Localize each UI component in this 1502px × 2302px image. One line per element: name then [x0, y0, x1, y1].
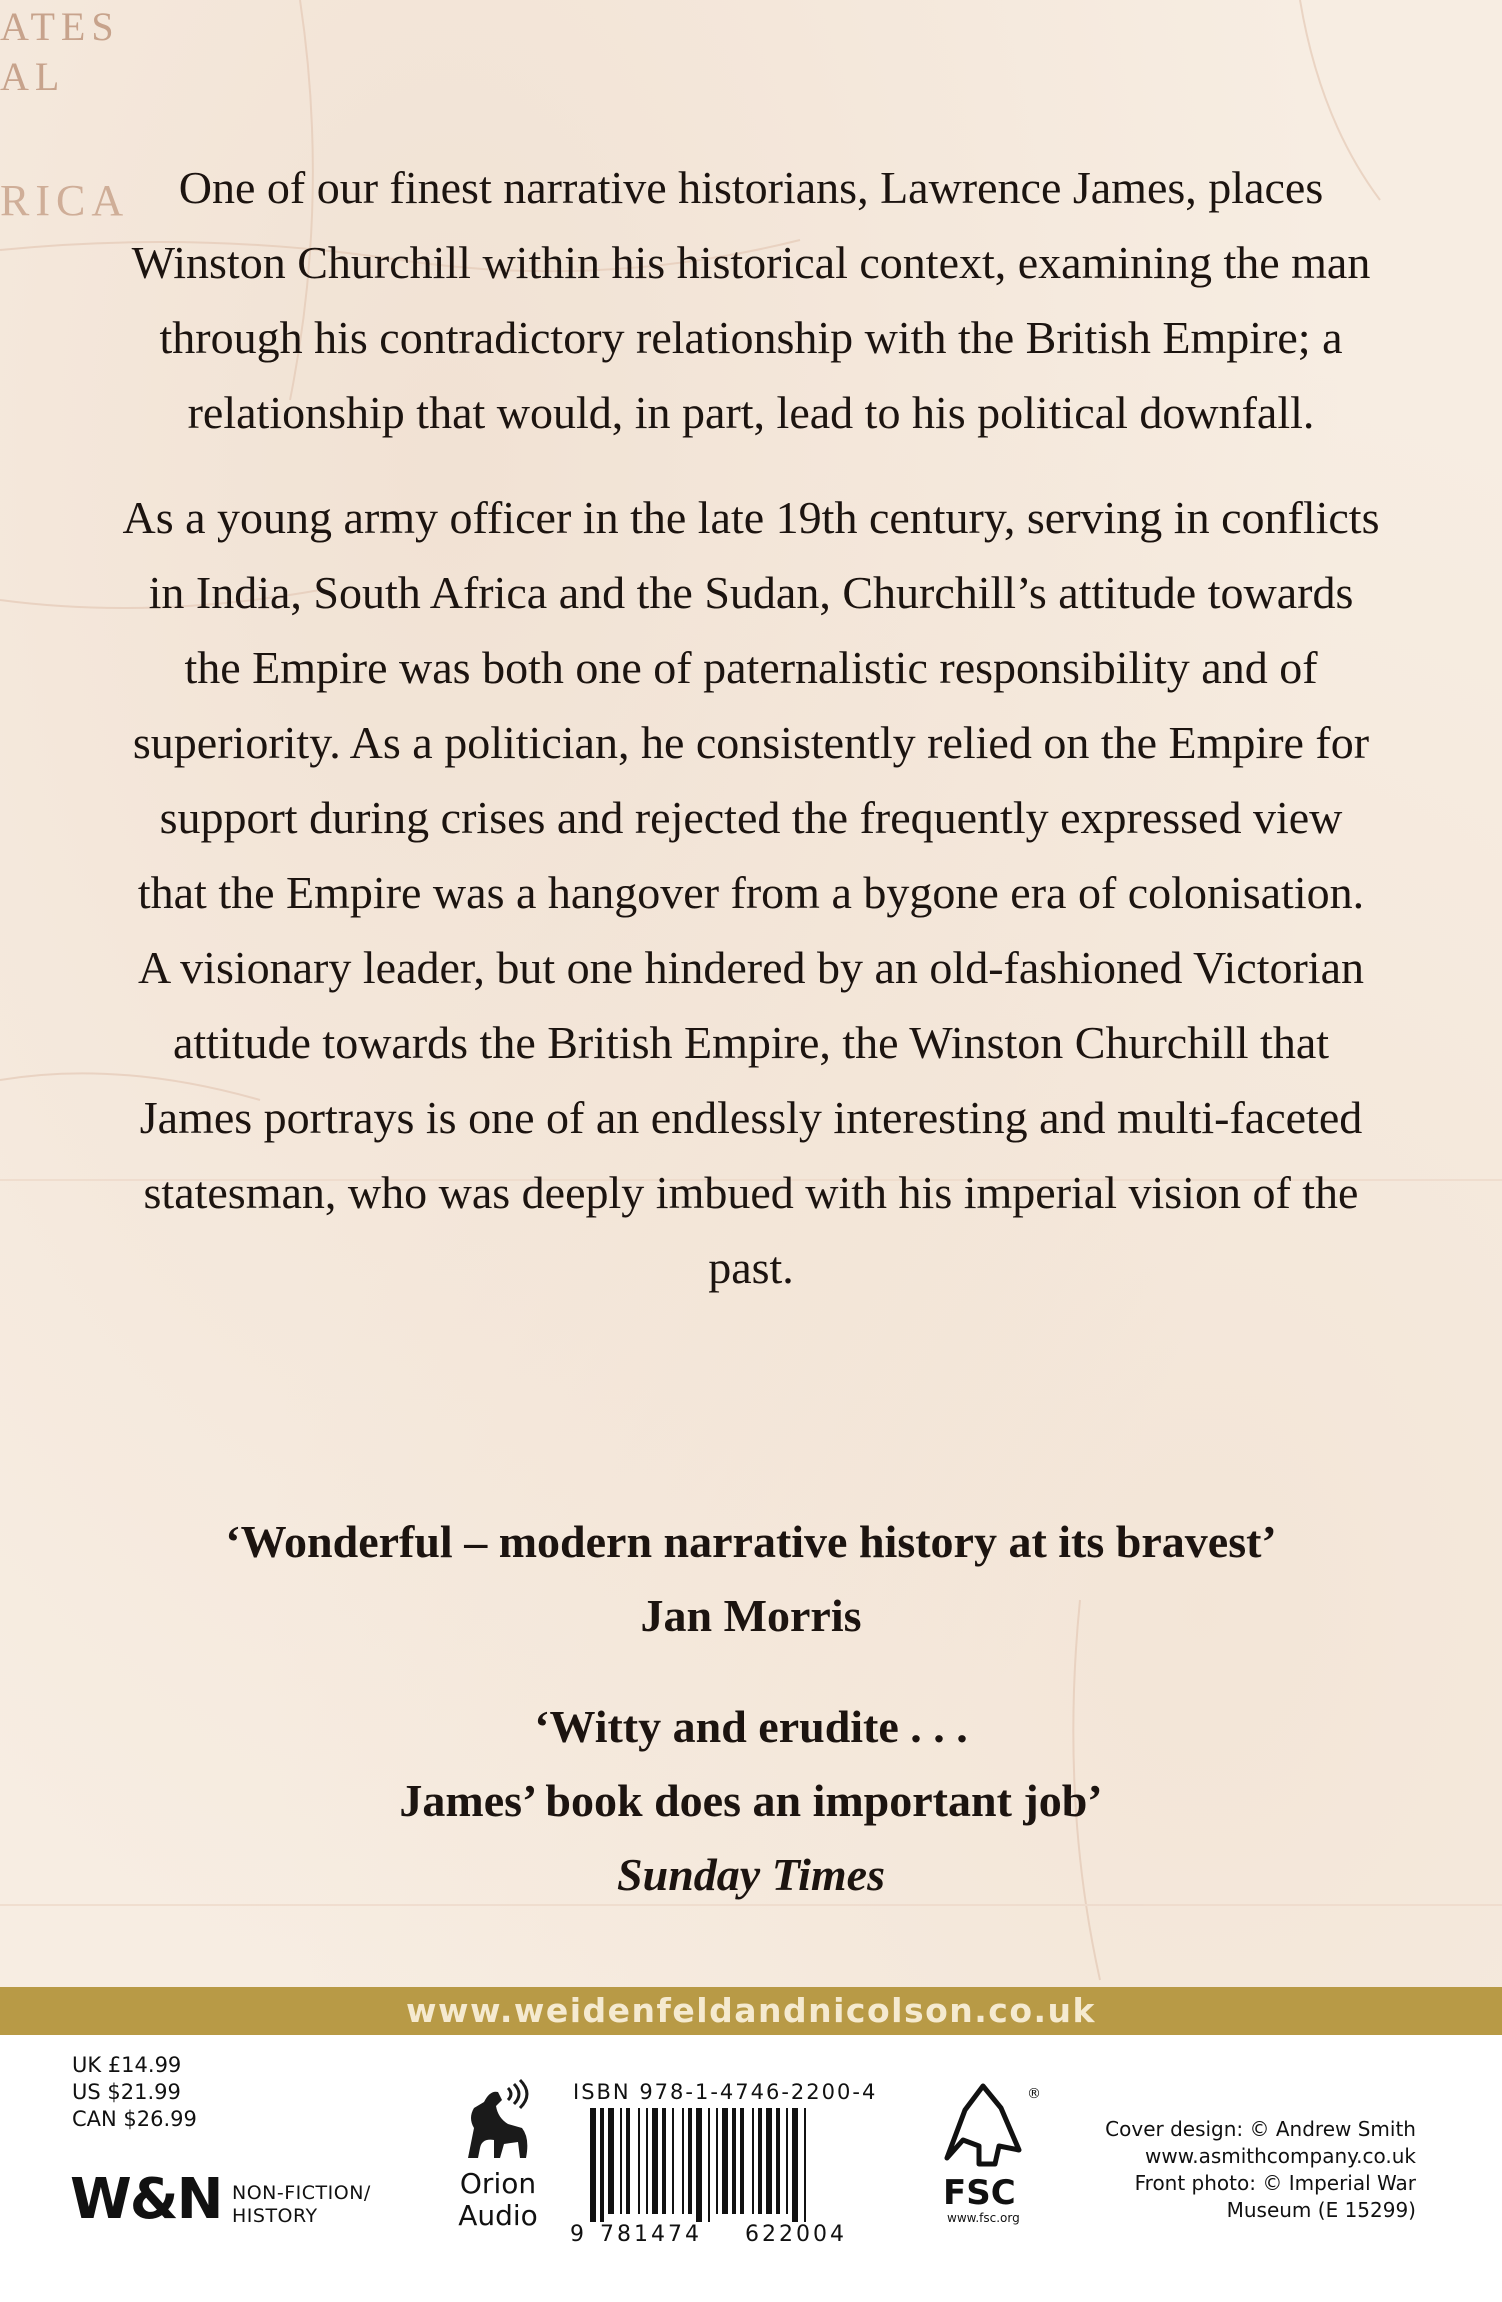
review-quote-2-line-2: James’ book does an important job’ [399, 1775, 1103, 1826]
credit-line-2: www.asmithcompany.co.uk [1144, 2144, 1416, 2168]
barcode-bar [638, 2108, 640, 2214]
barcode-bar [732, 2108, 736, 2214]
credit-line-4: Museum (E 15299) [1226, 2198, 1416, 2222]
barcode-bar [716, 2108, 718, 2214]
barcode-digits-group-1: 781474 [600, 2222, 702, 2247]
isbn-label: ISBN 978-1-4746-2200-4 [573, 2080, 878, 2104]
review-quote-1 [60, 1505, 1442, 1653]
price-can: CAN $26.99 [72, 2107, 197, 2131]
fsc-label: FSC [943, 2173, 1016, 2213]
barcode-bar [696, 2108, 702, 2222]
credit-line-3: Front photo: © Imperial War [1134, 2171, 1416, 2195]
barcode-bar [792, 2108, 798, 2222]
barcode-bar [600, 2108, 604, 2222]
blurb-paragraph-1: One of our finest narrative historians, Lawrence James, places Winston Churchill within his historical context, examining the man through his contradictory relationship with the British Empire; a relationship that would, in part, lead to his political downfall. [131, 162, 1371, 438]
orion-dog-icon [438, 2078, 558, 2168]
category-line-1: NON-FICTION/ [232, 2182, 371, 2204]
barcode-bar [752, 2108, 754, 2214]
barcode-bar [626, 2108, 630, 2214]
price-list [72, 2052, 197, 2133]
fsc-logo [925, 2080, 1045, 2230]
review-quote-2 [60, 1690, 1442, 1912]
barcode-bar [766, 2108, 772, 2214]
fsc-registered-mark: ® [1027, 2086, 1041, 2102]
publisher-logo: W&N [70, 2167, 222, 2232]
barcode-bar [608, 2108, 614, 2214]
cover-credits [1105, 2116, 1416, 2224]
barcode-bar [688, 2108, 692, 2214]
barcode-bar [672, 2108, 674, 2214]
review-quote-1-source: Jan Morris [640, 1590, 862, 1641]
barcode-bar [646, 2108, 648, 2214]
barcode-bar [662, 2108, 666, 2214]
fsc-tree-icon [947, 2086, 1019, 2164]
orion-audio-label [438, 2168, 558, 2232]
blurb-paragraph-2: As a young army officer in the late 19th century, serving in conflicts in India, South Africa and the Sudan, Churchill’s attitude towards the Empire was both one of paternalistic responsibility and of superiority. As a politician, he consistently relied on the Empire for support during crises and rejected the frequently expressed view that the Empire was a hangover from a bygone era of colonisation. A visionary leader, but one hindered by an old-fashioned Victorian attitude towards the British Empire, the Winston Churchill that James portrays is one of an endlessly interesting and multi-faceted statesman, who was deeply imbued with his imperial vision of the past. [122, 492, 1380, 1293]
review-quote-2-line-1: ‘Witty and erudite . . . [534, 1701, 968, 1752]
price-us: US $21.99 [72, 2080, 181, 2104]
barcode-bar [776, 2108, 780, 2214]
barcode-bar [758, 2108, 762, 2214]
orion-audio-line-2: Audio [458, 2199, 538, 2232]
map-label-al: AL [0, 54, 66, 99]
orion-audio-line-1: Orion [459, 2167, 537, 2200]
credit-line-1: Cover design: © Andrew Smith [1105, 2117, 1416, 2141]
barcode-bar [708, 2108, 710, 2222]
category-line-2: HISTORY [232, 2205, 318, 2227]
barcode-bar [682, 2108, 684, 2214]
barcode-digits-group-2: 622004 [745, 2222, 847, 2247]
map-label-ates: ATES [0, 4, 120, 49]
barcode-bar [620, 2108, 622, 2214]
category-label [232, 2182, 371, 2228]
barcode-bar [740, 2108, 744, 2214]
review-quote-2-source: Sunday Times [617, 1849, 885, 1900]
barcode-bar [590, 2108, 596, 2222]
barcode-digit-first: 9 [570, 2222, 584, 2247]
barcode-bar [804, 2108, 806, 2222]
map-label-rica: RICA [0, 176, 130, 225]
blurb [120, 150, 1382, 1305]
review-quote-1-text: ‘Wonderful – modern narrative history at its bravest’ [225, 1516, 1277, 1567]
barcode-bar [652, 2108, 658, 2214]
price-uk: UK £14.99 [72, 2053, 182, 2077]
barcode-bar [722, 2108, 728, 2214]
website-url: www.weidenfeldandnicolson.co.uk [405, 1991, 1097, 2030]
barcode [570, 2108, 900, 2248]
barcode-bar [786, 2108, 788, 2214]
fsc-url: www.fsc.org [947, 2211, 1020, 2225]
